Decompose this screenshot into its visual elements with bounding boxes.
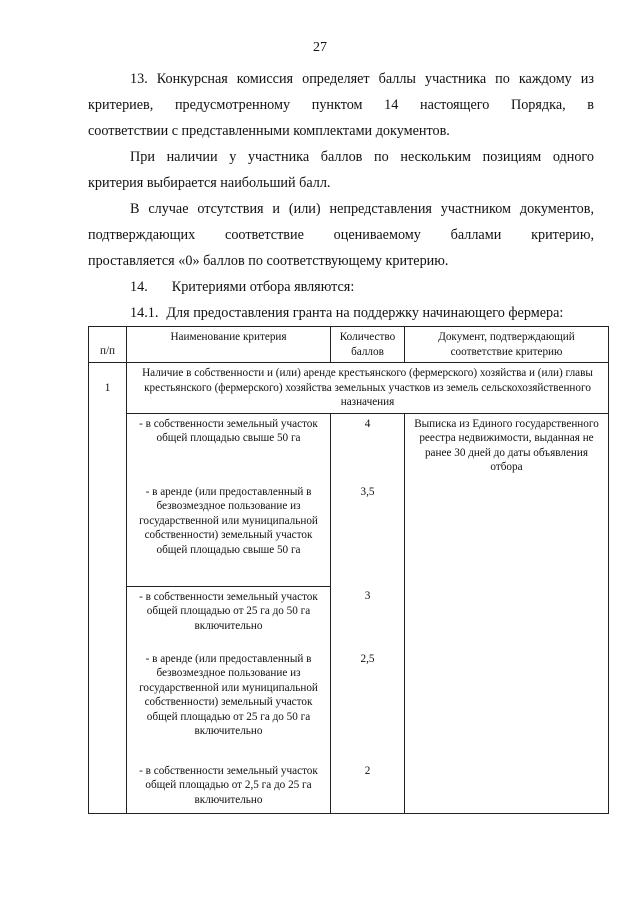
paragraph-13 bbox=[88, 66, 594, 144]
item-number: 14.1. bbox=[130, 305, 159, 321]
paragraph-zero-score bbox=[88, 196, 594, 274]
paragraph-line: проставляется «0» баллов по соответствующему критерию. bbox=[88, 253, 449, 269]
paragraph-14-1 bbox=[88, 300, 594, 326]
table-header-row bbox=[89, 327, 609, 363]
header-number: п/п bbox=[89, 327, 127, 363]
document-cell: Выписка из Единого государственного реестра недвижимости, выданная не ранее 30 дней до даты объявления отбора bbox=[405, 413, 609, 813]
paragraph-line: соответствии с представленными комплектами документов. bbox=[88, 123, 450, 139]
paragraph-line: В случае отсутствия и (или) непредставления участником документов, bbox=[130, 201, 594, 217]
points-cell: 3 bbox=[331, 586, 405, 649]
table-group-row bbox=[89, 363, 609, 414]
paragraph-line: критериев, предусмотренному пунктом 14 настоящего Порядка, в bbox=[88, 97, 594, 113]
page-number: 27 bbox=[313, 40, 327, 55]
criterion-cell: - в собственности земельный участок общей площадью от 2,5 га до 25 га включительно bbox=[127, 761, 331, 814]
item-text: Для предоставления гранта на поддержку начинающего фермера: bbox=[166, 305, 564, 321]
points-cell: 2,5 bbox=[331, 649, 405, 761]
group-title: Наличие в собственности и (или) аренде крестьянского (фермерского) хозяйства и (или) главы крестьянского (фермерского) хозяйства земельных участков из земель сельскохозяйственного назначения bbox=[127, 363, 609, 414]
paragraph-line: критерия выбирается наибольший балл. bbox=[88, 175, 331, 191]
criterion-cell: - в собственности земельный участок общей площадью от 25 га до 50 га включительно bbox=[127, 586, 331, 649]
criterion-cell: - в аренде (или предоставленный в безвозмездное пользование из государственной или муниципальной собственности) земельный участок общей площадью от 25 га до 50 га включительно bbox=[127, 649, 331, 761]
row-number: 1 bbox=[89, 363, 127, 814]
header-criterion: Наименование критерия bbox=[127, 327, 331, 363]
points-cell: 4 bbox=[331, 413, 405, 482]
points-cell: 2 bbox=[331, 761, 405, 814]
paragraph-line: подтверждающих соответствие оцениваемому баллами критерию, bbox=[88, 227, 594, 243]
points-cell: 3,5 bbox=[331, 482, 405, 587]
paragraph-max-score bbox=[88, 144, 594, 196]
table-row bbox=[89, 413, 609, 482]
item-text: Критериями отбора являются: bbox=[171, 279, 355, 295]
paragraph-line: При наличии у участника баллов по нескольким позициям одного bbox=[130, 149, 594, 165]
paragraph-line: 13. Конкурсная комиссия определяет баллы участника по каждому из bbox=[130, 71, 594, 87]
criteria-table bbox=[88, 326, 609, 814]
item-number: 14. bbox=[130, 279, 148, 295]
paragraph-14 bbox=[88, 274, 594, 300]
header-points: Количество баллов bbox=[331, 327, 405, 363]
header-document: Документ, подтверждающий соответствие критерию bbox=[405, 327, 609, 363]
criterion-cell: - в собственности земельный участок общей площадью свыше 50 га bbox=[127, 413, 331, 482]
criterion-cell: - в аренде (или предоставленный в безвозмездное пользование из государственной или муниципальной собственности) земельный участок общей площадью свыше 50 га bbox=[127, 482, 331, 587]
